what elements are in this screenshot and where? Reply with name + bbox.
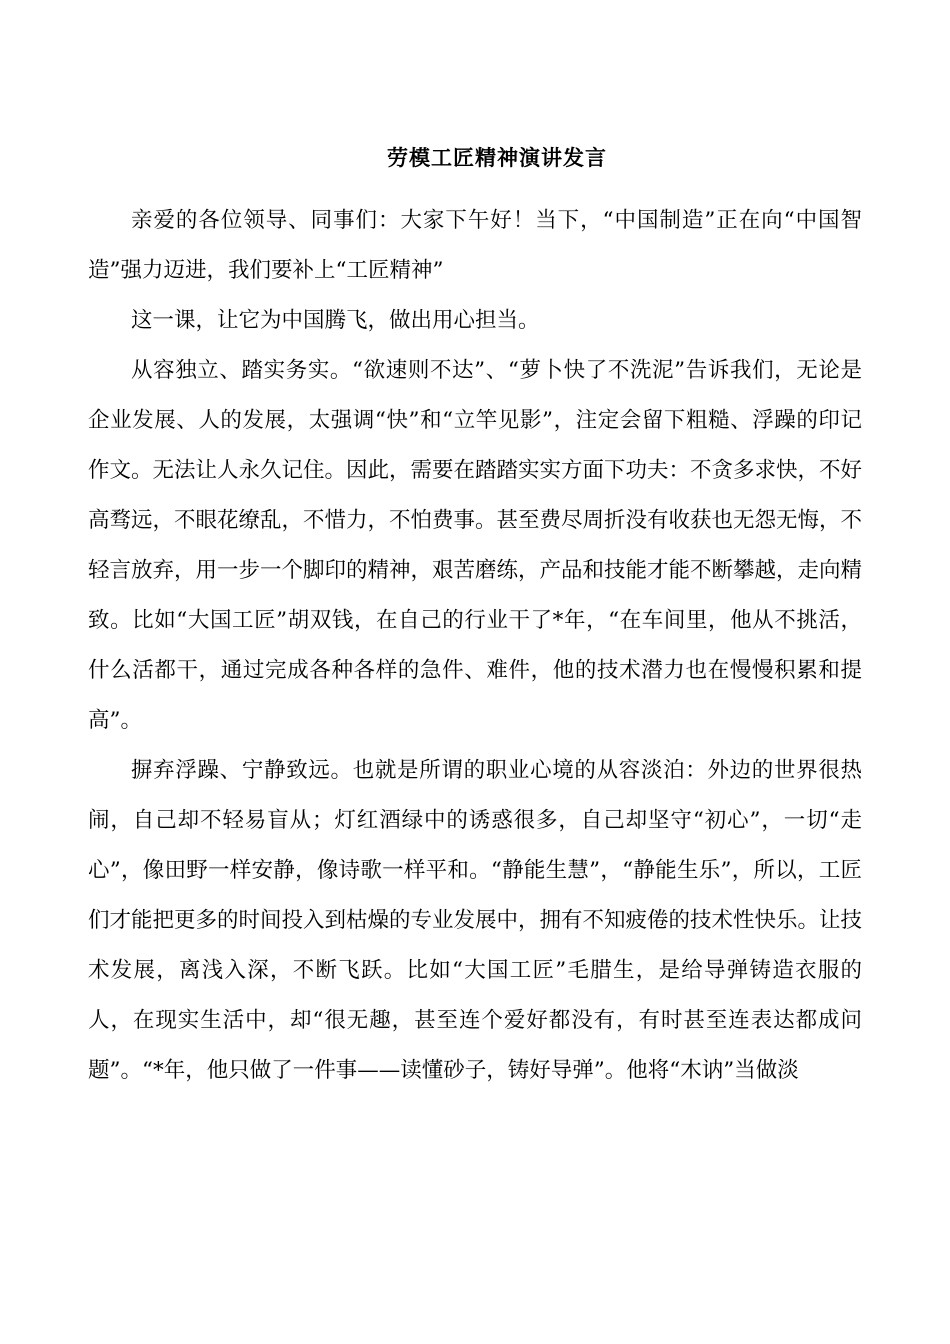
paragraph-greeting: 亲爱的各位领导、同事们：大家下午好！当下，“中国制造”正在向“中国智造”强力迈进，我们要补上“工匠精神” [88, 208, 862, 283]
paragraph-steady-practical: 从容独立、踏实务实。“欲速则不达”、“萝卜快了不洗泥”告诉我们，无论是企业发展、人的发展，太强调“快”和“立竿见影”，注定会留下粗糙、浮躁的印记作文。无法让人永久记住。因此，需要在踏踏实实方面下功夫：不贪多求快，不好高骛远，不眼花缭乱，不惜力，不怕费事。甚至费尽周折没有收获也无怨无悔，不轻言放弃，用一步一个脚印的精神，艰苦磨练，产品和技能才能不断攀越，走向精致。比如“大国工匠”胡双钱，在自己的行业干了*年，“在车间里，他从不挑活，什么活都干，通过完成各种各样的急件、难件，他的技术潜力也在慢慢积累和提高”。 [88, 358, 863, 733]
document-title: 劳模工匠精神演讲发言 [387, 145, 607, 170]
paragraph-lesson: 这一课，让它为中国腾飞，做出用心担当。 [131, 308, 540, 333]
paragraph-calm-focus: 摒弃浮躁、宁静致远。也就是所谓的职业心境的从容淡泊：外边的世界很热闹，自己却不轻易盲从；灯红酒绿中的诱惑很多，自己却坚守“初心”，一切“走心”，像田野一样安静，像诗歌一样平和。“静能生慧”，“静能生乐”，所以，工匠们才能把更多的时间投入到枯燥的专业发展中，拥有不知疲倦的技术性快乐。让技术发展，离浅入深，不断飞跃。比如“大国工匠”毛腊生，是给导弹铸造衣服的人，在现实生活中，却“很无趣，甚至连个爱好都没有，有时甚至连表达都成问题”。“*年，他只做了一件事——读懂砂子，铸好导弹”。他将“木讷”当做淡 [88, 758, 863, 1083]
document-body [88, 196, 862, 1096]
